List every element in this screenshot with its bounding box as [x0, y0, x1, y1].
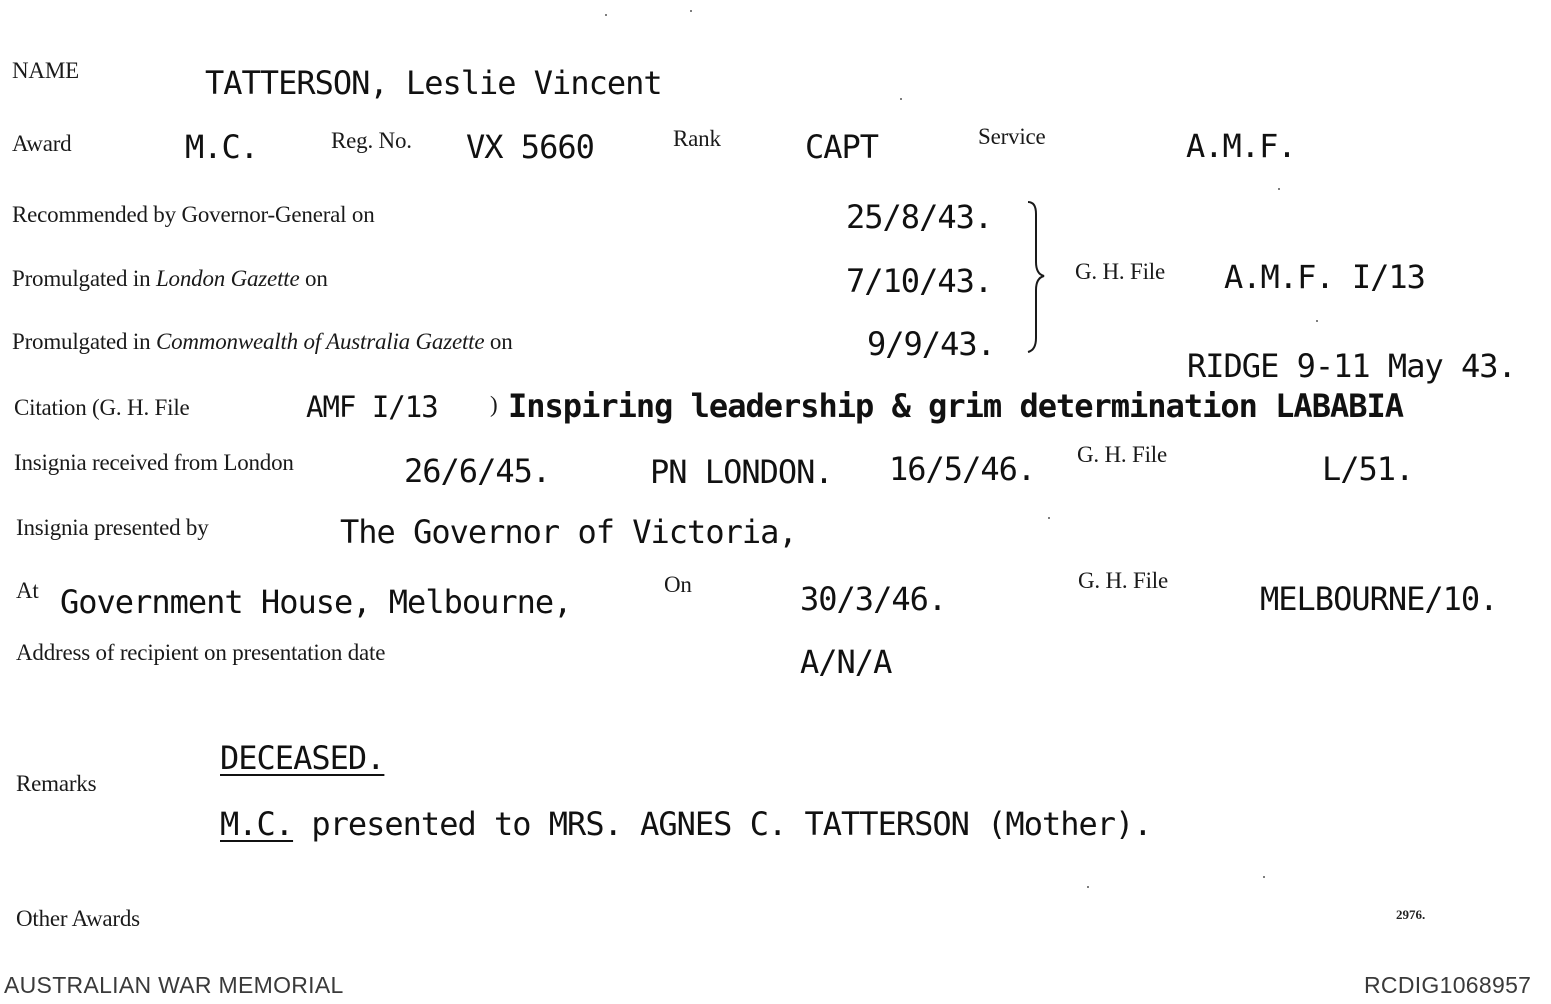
- footer-source: AUSTRALIAN WAR MEMORIAL: [4, 972, 344, 998]
- citation-close-paren: ): [490, 392, 498, 417]
- commonwealth-gazette-date: 9/9/43.: [867, 325, 995, 363]
- on-date-value: 30/3/46.: [800, 580, 947, 618]
- london-gazette-date: 7/10/43.: [846, 262, 993, 300]
- remarks-line-2-text: presented to MRS. AGNES C. TATTERSON (Mother).: [311, 805, 1152, 843]
- rank-value: CAPT: [805, 128, 879, 166]
- name-label: NAME: [12, 58, 79, 83]
- insignia-received-date: 26/6/45.: [404, 452, 551, 490]
- citation-text-line-2: RIDGE 9-11 May 43.: [1187, 347, 1516, 385]
- citation-label: Citation (G. H. File: [14, 395, 190, 420]
- at-place-value: Government House, Melbourne,: [60, 583, 572, 621]
- scan-speck: [1278, 188, 1280, 190]
- gh-file-label-presentation: G. H. File: [1078, 568, 1169, 593]
- gh-file-label-gazette: G. H. File: [1075, 259, 1166, 284]
- scan-speck: [900, 98, 902, 100]
- service-label: Service: [978, 124, 1046, 149]
- insignia-received-date-2: 16/5/46.: [889, 450, 1036, 488]
- scan-speck: [1087, 886, 1089, 888]
- address-value: A/N/A: [800, 643, 892, 681]
- footer-id: RCDIG1068957: [1364, 972, 1532, 998]
- gh-file-presentation-value: MELBOURNE/10.: [1260, 580, 1498, 618]
- on-label: On: [664, 572, 692, 597]
- remarks-label: Remarks: [16, 771, 97, 796]
- reg-no-label: Reg. No.: [331, 128, 412, 153]
- award-value: M.C.: [185, 128, 259, 166]
- insignia-received-label: Insignia received from London: [14, 450, 294, 475]
- reg-no-value: VX 5660: [466, 128, 594, 166]
- remarks-line-2: [220, 805, 1152, 843]
- rank-label: Rank: [673, 126, 721, 151]
- form-number: 2976.: [1396, 907, 1426, 922]
- insignia-received-ref: PN LONDON.: [650, 453, 833, 491]
- at-label: At: [16, 578, 39, 603]
- name-value: TATTERSON, Leslie Vincent: [205, 64, 662, 102]
- brace-icon: [1022, 196, 1054, 358]
- citation-text: Inspiring leadership & grim determination LABABIA: [508, 387, 1404, 425]
- remarks-award-underlined: M.C.: [220, 805, 294, 843]
- promulgated-london-label: Promulgated in London Gazette on: [12, 266, 328, 291]
- address-label: Address of recipient on presentation date: [16, 640, 386, 665]
- recommended-label: Recommended by Governor-General on: [12, 202, 375, 227]
- service-value: A.M.F.: [1186, 127, 1296, 165]
- gh-file-gazette-value: A.M.F. I/13: [1224, 258, 1425, 296]
- award-label: Award: [12, 131, 72, 156]
- promulgated-commonwealth-label: Promulgated in Commonwealth of Australia Gazette on: [12, 329, 513, 354]
- other-awards-label: Other Awards: [16, 906, 140, 931]
- scan-speck: [1263, 876, 1265, 878]
- scan-speck: [1048, 517, 1050, 519]
- gh-file-insignia-value: L/51.: [1322, 450, 1414, 488]
- citation-file-value: AMF I/13: [306, 390, 438, 424]
- recommended-date: 25/8/43.: [846, 198, 993, 236]
- scan-speck: [605, 14, 607, 16]
- insignia-presented-by-label: Insignia presented by: [16, 515, 209, 540]
- gh-file-label-insignia: G. H. File: [1077, 442, 1168, 467]
- presented-by-value: The Governor of Victoria,: [340, 513, 797, 551]
- remarks-line-1: DECEASED.: [220, 739, 385, 777]
- scan-speck: [690, 10, 692, 12]
- scan-speck: [1316, 320, 1318, 322]
